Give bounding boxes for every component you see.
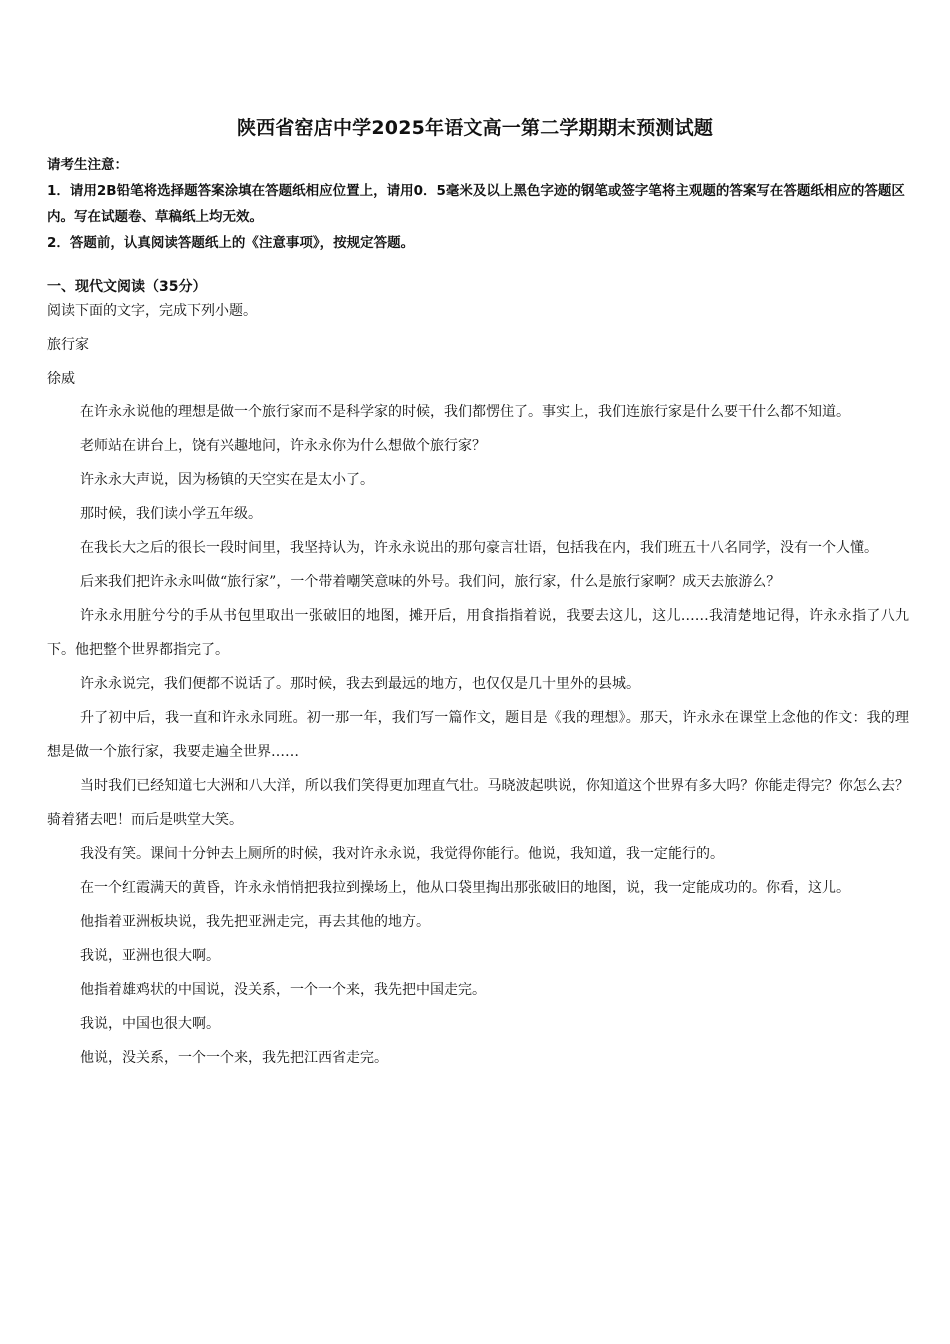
article-paragraph: 我说，亚洲也很大啊。 [80, 948, 220, 964]
article-paragraph: 在许永永说他的理想是做一个旅行家而不是科学家的时候，我们都愣住了。事实上，我们连旅行家是什么要干什么都不知道。 [80, 404, 850, 420]
article-paragraph: 我没有笑。课间十分钟去上厕所的时候，我对许永永说，我觉得你能行。他说，我知道，我一定能行的。 [80, 846, 724, 862]
article-author: 徐威 [47, 371, 75, 387]
article-paragraph: 许永永用脏兮兮的手从书包里取出一张破旧的地图，摊开后，用食指指着说，我要去这儿，这儿……我清楚地记得，许永永指了八九下。他把整个世界都指完了。 [47, 608, 909, 658]
article-body [47, 395, 909, 1075]
article-paragraph: 当时我们已经知道七大洲和八大洋，所以我们笑得更加理直气壮。马晓波起哄说，你知道这个世界有多大吗？你能走得完？你怎么去？骑着猪去吧！而后是哄堂大笑。 [47, 778, 909, 828]
notice-heading: 请考生注意： [47, 157, 128, 173]
article-paragraph: 那时候，我们读小学五年级。 [80, 506, 262, 522]
section-heading: 一、现代文阅读（35分） [47, 279, 207, 295]
page-title: 陕西省窑店中学2025年语文高一第二学期期末预测试题 [236, 117, 714, 139]
article-paragraph: 在一个红霞满天的黄昏，许永永悄悄把我拉到操场上，他从口袋里掏出那张破旧的地图，说，我一定能成功的。你看，这儿。 [80, 880, 850, 896]
article-paragraph: 升了初中后，我一直和许永永同班。初一那一年，我们写一篇作文，题目是《我的理想》。那天，许永永在课堂上念他的作文：我的理想是做一个旅行家，我要走遍全世界…… [47, 710, 909, 760]
article-paragraph: 他指着雄鸡状的中国说，没关系，一个一个来，我先把中国走完。 [80, 982, 486, 998]
article-title: 旅行家 [47, 337, 89, 353]
notice-block [47, 152, 907, 256]
article-paragraph: 后来我们把许永永叫做“旅行家”，一个带着嘲笑意味的外号。我们问，旅行家，什么是旅行家啊？成天去旅游么？ [80, 574, 781, 590]
article-paragraph: 许永永说完，我们便都不说话了。那时候，我去到最远的地方，也仅仅是几十里外的县城。 [80, 676, 640, 692]
article-paragraph: 他指着亚洲板块说，我先把亚洲走完，再去其他的地方。 [80, 914, 430, 930]
article-paragraph: 他说，没关系，一个一个来，我先把江西省走完。 [80, 1050, 388, 1066]
article-paragraph: 老师站在讲台上，饶有兴趣地问，许永永你为什么想做个旅行家？ [80, 438, 486, 454]
article-paragraph: 我说，中国也很大啊。 [80, 1016, 220, 1032]
notice-item-1: 1．请用2B铅笔将选择题答案涂填在答题纸相应位置上，请用0．5毫米及以上黑色字迹的钢笔或签字笔将主观题的答案写在答题纸相应的答题区内。写在试题卷、草稿纸上均无效。 [47, 183, 905, 225]
notice-item-2: 2．答题前，认真阅读答题纸上的《注意事项》，按规定答题。 [47, 235, 415, 251]
article-paragraph: 在我长大之后的很长一段时间里，我坚持认为，许永永说出的那句豪言壮语，包括我在内，我们班五十八名同学，没有一个人懂。 [80, 540, 878, 556]
section-instruction: 阅读下面的文字，完成下列小题。 [47, 303, 257, 319]
article-paragraph: 许永永大声说，因为杨镇的天空实在是太小了。 [80, 472, 374, 488]
